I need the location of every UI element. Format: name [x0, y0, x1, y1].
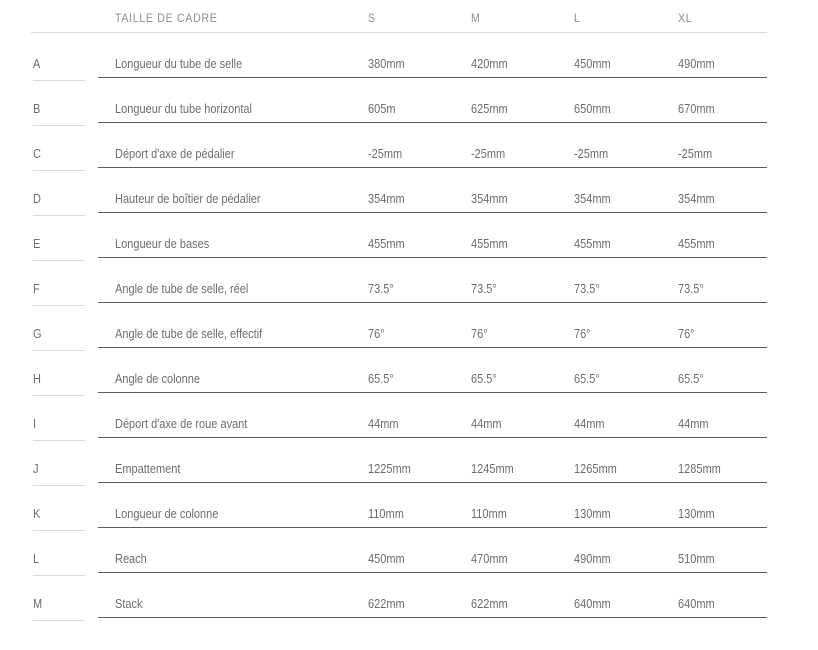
row-value-s: 455mm [368, 237, 405, 251]
table-row [0, 123, 818, 168]
row-value-xl: 44mm [678, 417, 709, 431]
row-value-s: 1225mm [368, 462, 411, 476]
letter-divider [33, 170, 85, 171]
row-value-s: 110mm [368, 507, 404, 521]
row-letter: E [33, 237, 41, 251]
row-letter: L [33, 552, 40, 566]
row-label: Stack [115, 597, 143, 611]
row-value-m: 470mm [471, 552, 508, 566]
row-value-xl: 76° [678, 327, 695, 341]
row-value-l: 73.5° [574, 282, 600, 296]
letter-divider [33, 305, 85, 306]
row-value-l: 1265mm [574, 462, 617, 476]
row-value-l: 65.5° [574, 372, 600, 386]
row-value-xl: 130mm [678, 507, 715, 521]
row-value-s: 622mm [368, 597, 405, 611]
row-value-s: -25mm [368, 147, 403, 161]
letter-divider [33, 350, 85, 351]
table-row [0, 258, 818, 303]
row-value-xl: 490mm [678, 57, 715, 71]
header-size-s: S [368, 11, 376, 25]
row-value-l: 354mm [574, 192, 611, 206]
row-label: Déport d'axe de pédalier [115, 147, 235, 161]
row-label: Angle de colonne [115, 372, 201, 386]
row-value-s: 73.5° [368, 282, 394, 296]
row-value-xl: 510mm [678, 552, 715, 566]
table-row [0, 348, 818, 393]
header-size-l: L [574, 11, 581, 25]
row-value-l: 44mm [574, 417, 605, 431]
table-body [0, 33, 818, 618]
header-size-xl: XL [678, 11, 693, 25]
row-value-l: 130mm [574, 507, 611, 521]
row-label: Longueur de bases [115, 237, 210, 251]
letter-divider [33, 575, 85, 576]
row-value-l: 455mm [574, 237, 611, 251]
row-letter: J [33, 462, 39, 476]
table-header [0, 0, 818, 33]
row-label: Angle de tube de selle, effectif [115, 327, 263, 341]
row-value-xl: 1285mm [678, 462, 721, 476]
row-value-m: 354mm [471, 192, 508, 206]
row-letter: M [33, 597, 43, 611]
row-letter: B [33, 102, 41, 116]
row-value-m: 420mm [471, 57, 508, 71]
row-letter: H [33, 372, 41, 386]
row-value-s: 76° [368, 327, 385, 341]
row-value-m: 625mm [471, 102, 508, 116]
row-label: Angle de tube de selle, réel [115, 282, 249, 296]
row-label: Longueur de colonne [115, 507, 219, 521]
row-value-m: 455mm [471, 237, 508, 251]
row-value-l: 640mm [574, 597, 611, 611]
row-letter: K [33, 507, 41, 521]
table-row [0, 573, 818, 618]
row-label: Déport d'axe de roue avant [115, 417, 248, 431]
table-row [0, 483, 818, 528]
letter-divider [33, 215, 85, 216]
row-label: Reach [115, 552, 147, 566]
table-row [0, 303, 818, 348]
letter-divider [33, 80, 85, 81]
row-value-s: 450mm [368, 552, 405, 566]
row-value-s: 44mm [368, 417, 399, 431]
table-row [0, 213, 818, 258]
header-frame-size-label: TAILLE DE CADRE [115, 11, 218, 25]
row-value-xl: 640mm [678, 597, 715, 611]
row-letter: C [33, 147, 41, 161]
row-value-m: -25mm [471, 147, 506, 161]
row-value-l: 450mm [574, 57, 611, 71]
row-value-s: 65.5° [368, 372, 394, 386]
table-row [0, 168, 818, 213]
row-value-xl: -25mm [678, 147, 713, 161]
row-label: Longueur du tube de selle [115, 57, 243, 71]
row-divider [98, 617, 767, 618]
row-value-m: 622mm [471, 597, 508, 611]
letter-divider [33, 260, 85, 261]
row-value-xl: 670mm [678, 102, 715, 116]
row-value-m: 73.5° [471, 282, 497, 296]
row-value-s: 605m [368, 102, 396, 116]
table-row [0, 78, 818, 123]
row-letter: F [33, 282, 40, 296]
letter-divider [33, 485, 85, 486]
row-value-s: 380mm [368, 57, 405, 71]
header-size-m: M [471, 11, 481, 25]
row-letter: A [33, 57, 41, 71]
letter-divider [33, 395, 85, 396]
letter-divider [33, 530, 85, 531]
row-value-m: 44mm [471, 417, 502, 431]
row-letter: G [33, 327, 42, 341]
row-value-xl: 65.5° [678, 372, 704, 386]
table-row [0, 438, 818, 483]
row-value-l: 490mm [574, 552, 611, 566]
row-value-m: 110mm [471, 507, 507, 521]
row-value-m: 65.5° [471, 372, 497, 386]
row-label: Hauteur de boîtier de pédalier [115, 192, 261, 206]
table-row [0, 528, 818, 573]
row-value-l: 650mm [574, 102, 611, 116]
letter-divider [33, 620, 85, 621]
table-row [0, 33, 818, 78]
row-value-xl: 354mm [678, 192, 715, 206]
row-label: Empattement [115, 462, 181, 476]
letter-divider [33, 125, 85, 126]
letter-divider [33, 440, 85, 441]
row-label: Longueur du tube horizontal [115, 102, 253, 116]
row-value-l: 76° [574, 327, 591, 341]
row-value-l: -25mm [574, 147, 609, 161]
table-row [0, 393, 818, 438]
row-letter: D [33, 192, 41, 206]
row-value-xl: 455mm [678, 237, 715, 251]
row-value-xl: 73.5° [678, 282, 704, 296]
row-value-m: 1245mm [471, 462, 514, 476]
row-letter: I [33, 417, 37, 431]
row-value-m: 76° [471, 327, 488, 341]
row-value-s: 354mm [368, 192, 405, 206]
